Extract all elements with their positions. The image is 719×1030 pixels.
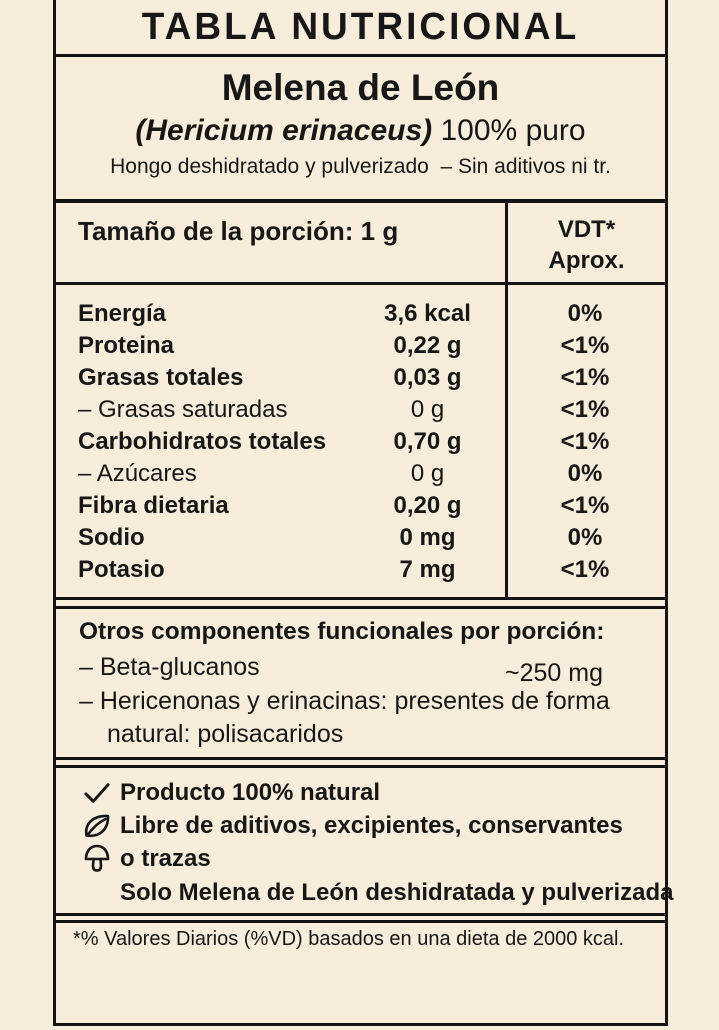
functional-heading: Otros componentes funcionales por porción: (79, 618, 605, 645)
table-row (56, 330, 665, 362)
row-name: – Azúcares (78, 460, 197, 487)
row-value: 3,6 kcal (384, 300, 471, 327)
row-vdt: <1% (560, 428, 610, 455)
row-name: Sodio (78, 524, 145, 551)
row-vdt: 0% (567, 300, 603, 327)
product-name: Melena de León (221, 67, 500, 108)
column-divider (505, 203, 508, 597)
row-value: 0,70 g (393, 428, 462, 455)
nutrition-label (53, 0, 674, 1026)
row-name: – Grasas saturadas (78, 396, 288, 423)
label-title-section (56, 0, 665, 57)
hericenones-line2: natural: polisacaridos (107, 720, 344, 748)
row-name: Carbohidratos totales (78, 428, 327, 455)
mushroom-icon (76, 841, 118, 877)
table-row (56, 394, 665, 426)
table-row (56, 362, 665, 394)
row-vdt: <1% (560, 492, 610, 519)
row-value: 0 mg (399, 524, 456, 551)
footnote-section (56, 920, 665, 1030)
row-name: Potasio (78, 556, 165, 583)
row-name: Fibra dietaria (78, 492, 229, 519)
leaf-icon (76, 811, 118, 841)
feature-additive-free-line2: o trazas (120, 845, 211, 872)
features-section (56, 765, 674, 916)
daily-values-footnote: *% Valores Diarios (%VD) basados en una dieta de 2000 kcal. (73, 928, 625, 950)
product-latin-name: (Hericium erinaceus) (135, 114, 433, 147)
functional-components-section (56, 606, 665, 760)
vdt-header-line1: VDT* (557, 216, 616, 243)
vdt-header-line2: Aprox. (548, 247, 625, 274)
serving-size-label: Tamaño de la porción: 1 g (78, 216, 399, 246)
feature-pure-lion-mane-text: Solo Melena de León deshidratada y pulverizada (120, 879, 674, 906)
feature-additive-free (76, 810, 665, 842)
product-latin-line (56, 111, 665, 150)
hericenones-line1: – Hericenonas y erinacinas: presentes de forma (79, 687, 610, 715)
row-value: 7 mg (399, 556, 456, 583)
product-section (56, 57, 665, 203)
row-vdt: 0% (567, 524, 603, 551)
label-title: TABLA NUTRICIONAL (141, 5, 580, 47)
row-vdt: <1% (560, 556, 610, 583)
row-name: Proteina (78, 332, 175, 359)
row-value: 0,03 g (393, 364, 462, 391)
beta-glucans-label: – Beta-glucanos (79, 653, 260, 681)
feature-natural-text: Producto 100% natural (120, 779, 381, 806)
row-value: 0,20 g (393, 492, 462, 519)
feature-additive-free-cont (76, 842, 665, 876)
feature-natural (76, 776, 665, 810)
row-vdt: 0% (567, 460, 603, 487)
check-icon (76, 781, 118, 805)
row-vdt: <1% (560, 396, 610, 423)
beta-glucans-value: ~250 mg (505, 659, 603, 687)
table-row (56, 298, 665, 330)
row-value: 0 g (410, 396, 445, 423)
table-header-row (56, 203, 665, 285)
row-value: 0 g (410, 460, 445, 487)
row-vdt: <1% (560, 332, 610, 359)
feature-additive-free-line1: Libre de aditivos, excipientes, conservantes (120, 812, 623, 839)
table-row (56, 522, 665, 554)
product-subtitle: Hongo deshidratado y pulverizado – Sin aditivos ni tr. (110, 155, 611, 178)
table-row (56, 554, 665, 586)
row-value: 0,22 g (393, 332, 462, 359)
feature-pure-lion-mane (76, 876, 674, 910)
table-row (56, 458, 665, 490)
table-row (56, 490, 665, 522)
nutrition-table (56, 203, 665, 600)
row-name: Grasas totales (78, 364, 244, 391)
table-row (56, 426, 665, 458)
product-purity: 100% puro (440, 114, 586, 147)
row-vdt: <1% (560, 364, 610, 391)
vdt-header (508, 203, 665, 282)
nutrition-rows (56, 285, 665, 586)
row-name: Energía (78, 300, 167, 327)
